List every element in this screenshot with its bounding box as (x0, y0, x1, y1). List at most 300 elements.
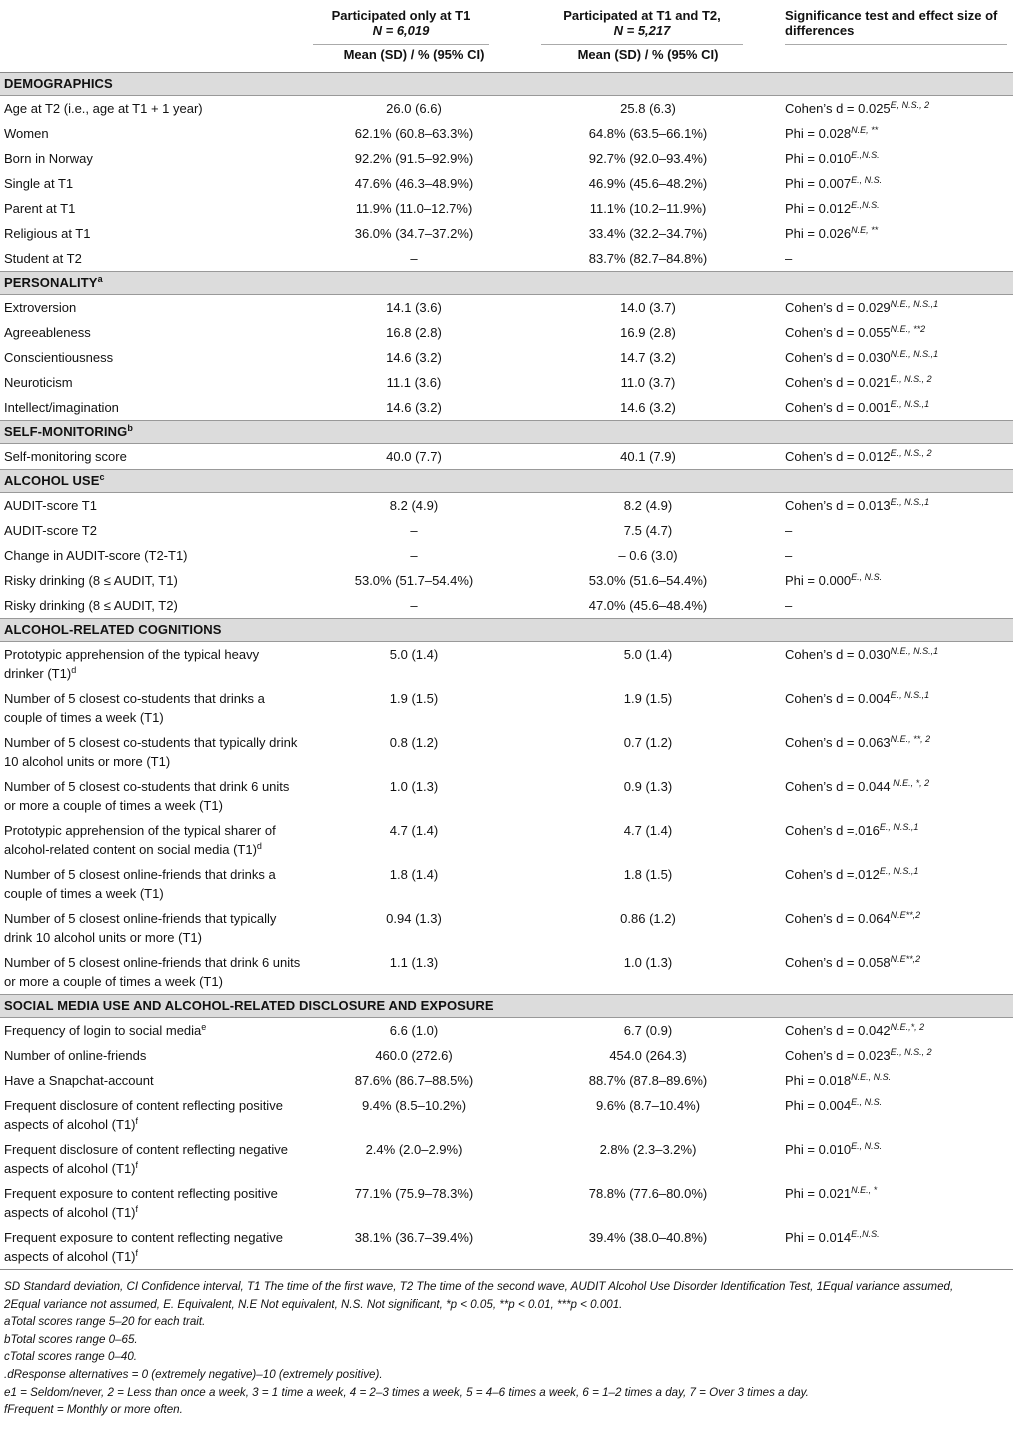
value-t1-t2: 0.7 (1.2) (623, 735, 673, 750)
row-label-text: Prototypic apprehension of the typical sharer of alcohol-related content on social media (T1) (4, 823, 276, 857)
significance (773, 444, 1013, 470)
value-t1-t2: – 0.6 (3.0) (618, 548, 678, 563)
subheader-mean-t1: Mean (SD) / % (95% CI) (305, 45, 523, 73)
row-label (0, 543, 305, 568)
value-t1-t2: 46.9% (45.6–48.2%) (588, 176, 708, 191)
significance (773, 774, 1013, 818)
row-label-text: Number of 5 closest co-students that drink 6 units or more a couple of times a week (T1) (4, 779, 290, 813)
row-label (0, 1137, 305, 1181)
significance-text: Phi = 0.012 (785, 201, 852, 216)
header-only-t1-n: N = 6,019 (372, 23, 430, 38)
value-t1-t2: 1.0 (1.3) (623, 955, 673, 970)
row-label-text: Intellect/imagination (4, 400, 119, 415)
section-header (0, 272, 1013, 295)
row-label (0, 171, 305, 196)
table-row (0, 1018, 1013, 1044)
significance (773, 568, 1013, 593)
significance-text: – (785, 598, 793, 613)
significance-sup: E., N.S.,1 (890, 497, 930, 507)
section-title-text: SOCIAL MEDIA USE AND ALCOHOL-RELATED DISCLOSURE AND EXPOSURE (4, 998, 494, 1013)
section-title (0, 73, 1013, 96)
row-label (0, 146, 305, 171)
significance-sup: E., N.S.,1 (879, 866, 919, 876)
value-t1-t2: 53.0% (51.6–54.4%) (588, 573, 708, 588)
row-label-text: Number of 5 closest co-students that typically drink 10 alcohol units or more (T1) (4, 735, 298, 769)
value-only-t1: 0.94 (1.3) (386, 911, 442, 926)
significance (773, 395, 1013, 421)
value-only-t1: 47.6% (46.3–48.9%) (354, 176, 474, 191)
row-label (0, 221, 305, 246)
row-label (0, 862, 305, 906)
row-label (0, 444, 305, 470)
table-row (0, 1068, 1013, 1093)
row-label-text: Number of 5 closest online-friends that drinks a couple of times a week (T1) (4, 867, 276, 901)
footnote-c: cTotal scores range 0–40. (4, 1350, 137, 1364)
value-t1-t2: 1.9 (1.5) (623, 691, 673, 706)
value-only-t1: – (410, 251, 418, 266)
table-row (0, 730, 1013, 774)
value-t1-t2: 83.7% (82.7–84.8%) (588, 251, 708, 266)
value-only-t1: 11.9% (11.0–12.7%) (355, 201, 473, 216)
row-label-text: Frequent exposure to content reflecting negative aspects of alcohol (T1) (4, 1230, 283, 1264)
header-only-t1-title: Participated only at T1 (331, 8, 471, 23)
significance-text: Cohen’s d = 0.063 (785, 735, 891, 750)
row-label-sup: d (256, 841, 262, 851)
header-row (0, 0, 1013, 45)
row-label (0, 950, 305, 995)
value-only-t1: 2.4% (2.0–2.9%) (365, 1142, 463, 1157)
value-t1-t2: 16.9 (2.8) (620, 325, 676, 340)
value-t1-t2: 8.2 (4.9) (623, 498, 673, 513)
value-only-t1: 8.2 (4.9) (389, 498, 439, 513)
footnote-abbrev-1 (4, 1278, 1009, 1296)
significance-text: Phi = 0.010 (785, 1142, 852, 1157)
table-footnotes (0, 1270, 1013, 1419)
significance-sup: E.,N.S. (851, 1229, 880, 1239)
significance-text: Cohen’s d = 0.064 (785, 911, 891, 926)
significance-text: Cohen’s d = 0.001 (785, 400, 891, 415)
significance-text: Cohen’s d =.016 (785, 823, 880, 838)
row-label (0, 246, 305, 272)
value-only-t1: 26.0 (6.6) (386, 101, 442, 116)
value-only-t1: 5.0 (1.4) (389, 647, 439, 662)
significance (773, 221, 1013, 246)
value-only-t1: 16.8 (2.8) (386, 325, 442, 340)
row-label-text: Single at T1 (4, 176, 74, 191)
table-row (0, 444, 1013, 470)
row-label (0, 730, 305, 774)
row-label (0, 370, 305, 395)
significance-text: Cohen’s d = 0.021 (785, 375, 891, 390)
significance (773, 543, 1013, 568)
significance-sup: E., N.S. (851, 572, 883, 582)
section-title-text: ALCOHOL USE (4, 473, 100, 488)
row-label-text: Change in AUDIT-score (T2-T1) (4, 548, 188, 563)
significance-sup: E., N.S., 2 (890, 448, 932, 458)
table-row (0, 593, 1013, 619)
significance-sup: E.,N.S. (851, 150, 880, 160)
value-t1-t2: 33.4% (32.2–34.7%) (588, 226, 708, 241)
row-label-text: Frequency of login to social media (4, 1023, 202, 1038)
significance (773, 1043, 1013, 1068)
footnote-abbrev-2-text: 2Equal variance not assumed, E. Equivalent, N.E Not equivalent, N.S. Not significant, *p < 0.05, **p < 0.01, ***p < 0.001. (4, 1297, 623, 1311)
row-label-text: Age at T2 (i.e., age at T1 + 1 year) (4, 101, 203, 116)
table-row (0, 818, 1013, 862)
significance-sup: N.E**,2 (890, 910, 921, 920)
value-only-t1: 1.9 (1.5) (389, 691, 439, 706)
table-row (0, 686, 1013, 730)
table-row (0, 642, 1013, 687)
row-label (0, 774, 305, 818)
row-label (0, 295, 305, 321)
row-label-sup: f (135, 1160, 139, 1170)
value-t1-t2: 25.8 (6.3) (620, 101, 676, 116)
row-label-sup: e (201, 1022, 207, 1032)
significance (773, 1181, 1013, 1225)
significance-text: Cohen’s d = 0.023 (785, 1048, 891, 1063)
row-label-text: Extroversion (4, 300, 77, 315)
row-label (0, 1225, 305, 1270)
row-label-text: Conscientiousness (4, 350, 114, 365)
row-label-text: Student at T2 (4, 251, 82, 266)
row-label-text: Born in Norway (4, 151, 93, 166)
subheader-empty (0, 45, 305, 73)
significance-sup: N.E., N.S.,1 (890, 349, 939, 359)
value-t1-t2: 454.0 (264.3) (609, 1048, 687, 1063)
value-only-t1: 1.1 (1.3) (389, 955, 439, 970)
value-only-t1: 4.7 (1.4) (389, 823, 439, 838)
subheader-mean-t1t2: Mean (SD) / % (95% CI) (523, 45, 773, 73)
row-label (0, 493, 305, 519)
significance (773, 862, 1013, 906)
value-t1-t2: 9.6% (8.7–10.4%) (595, 1098, 701, 1113)
value-only-t1: 40.0 (7.7) (386, 449, 442, 464)
value-only-t1: 6.6 (1.0) (389, 1023, 439, 1038)
subheader-row (0, 45, 1013, 73)
value-only-t1: 14.6 (3.2) (386, 400, 442, 415)
significance-sup: N.E., *, 2 (890, 778, 930, 788)
section-header (0, 470, 1013, 493)
significance-text: Phi = 0.021 (785, 1186, 852, 1201)
significance-sup: N.E.,*, 2 (890, 1022, 925, 1032)
significance-sup: N.E, ** (851, 225, 879, 235)
significance-text: Cohen’s d = 0.030 (785, 647, 891, 662)
value-only-t1: 1.0 (1.3) (389, 779, 439, 794)
table-row (0, 862, 1013, 906)
value-only-t1: – (410, 523, 418, 538)
value-t1-t2: 0.9 (1.3) (623, 779, 673, 794)
significance-text: – (785, 251, 793, 266)
row-label (0, 320, 305, 345)
row-label-text: AUDIT-score T2 (4, 523, 97, 538)
row-label (0, 593, 305, 619)
row-label-text: Number of 5 closest online-friends that drink 6 units or more a couple of times a week (T1) (4, 955, 301, 989)
significance-text: Cohen’s d = 0.042 (785, 1023, 891, 1038)
significance-text: Phi = 0.007 (785, 176, 852, 191)
value-only-t1: 14.6 (3.2) (386, 350, 442, 365)
significance-text: Cohen’s d = 0.025 (785, 101, 891, 116)
value-only-t1: 0.8 (1.2) (389, 735, 439, 750)
significance-text: – (785, 548, 793, 563)
table-row (0, 774, 1013, 818)
value-only-t1: 53.0% (51.7–54.4%) (354, 573, 474, 588)
row-label (0, 345, 305, 370)
value-t1-t2: 5.0 (1.4) (623, 647, 673, 662)
significance-sup: E, N.S., 2 (890, 100, 930, 110)
table-row (0, 395, 1013, 421)
significance-text: Cohen’s d = 0.013 (785, 498, 891, 513)
significance-sup: N.E., * (851, 1185, 878, 1195)
significance (773, 950, 1013, 995)
row-label-text: Risky drinking (8 ≤ AUDIT, T2) (4, 598, 178, 613)
significance (773, 171, 1013, 196)
header-t1-t2 (523, 0, 773, 45)
value-t1-t2: 88.7% (87.8–89.6%) (588, 1073, 708, 1088)
row-label-sup: d (71, 665, 77, 675)
row-label (0, 906, 305, 950)
row-label (0, 1093, 305, 1137)
table-row (0, 1181, 1013, 1225)
table-row (0, 121, 1013, 146)
significance (773, 345, 1013, 370)
significance (773, 1093, 1013, 1137)
table-row (0, 906, 1013, 950)
value-t1-t2: 0.86 (1.2) (620, 911, 676, 926)
value-t1-t2: 78.8% (77.6–80.0%) (588, 1186, 708, 1201)
value-t1-t2: 14.0 (3.7) (620, 300, 676, 315)
section-header (0, 619, 1013, 642)
significance (773, 370, 1013, 395)
row-label-text: Self-monitoring score (4, 449, 127, 464)
table-row (0, 1137, 1013, 1181)
value-t1-t2: 14.7 (3.2) (620, 350, 676, 365)
value-t1-t2: 40.1 (7.9) (620, 449, 676, 464)
table-row (0, 146, 1013, 171)
significance-text: Phi = 0.010 (785, 151, 852, 166)
row-label (0, 395, 305, 421)
table-row (0, 370, 1013, 395)
value-only-t1: 77.1% (75.9–78.3%) (354, 1186, 474, 1201)
significance-sup: N.E, ** (851, 125, 879, 135)
section-title-text: DEMOGRAPHICS (4, 76, 113, 91)
significance-text: Cohen’s d = 0.055 (785, 325, 891, 340)
value-t1-t2: 11.0 (3.7) (620, 375, 676, 390)
significance-sup: E., N.S., 2 (890, 374, 932, 384)
row-label-text: Frequent exposure to content reflecting positive aspects of alcohol (T1) (4, 1186, 278, 1220)
row-label (0, 196, 305, 221)
significance (773, 96, 1013, 122)
row-label (0, 568, 305, 593)
significance (773, 730, 1013, 774)
table-row (0, 96, 1013, 122)
row-label-text: Prototypic apprehension of the typical heavy drinker (T1) (4, 647, 260, 681)
footnote-a: aTotal scores range 5–20 for each trait. (4, 1315, 206, 1329)
significance-text: Cohen’s d = 0.004 (785, 691, 891, 706)
table-row (0, 1093, 1013, 1137)
significance (773, 1018, 1013, 1044)
significance-text: Phi = 0.014 (785, 1230, 852, 1245)
row-label (0, 642, 305, 687)
row-label-text: Women (4, 126, 49, 141)
significance (773, 1068, 1013, 1093)
section-title-text: PERSONALITY (4, 275, 98, 290)
significance-sup: E.,N.S. (851, 200, 880, 210)
significance-text: Cohen’s d = 0.029 (785, 300, 891, 315)
value-only-t1: 9.4% (8.5–10.2%) (361, 1098, 467, 1113)
row-label-text: Number of 5 closest co-students that drinks a couple of times a week (T1) (4, 691, 265, 725)
significance-text: – (785, 523, 793, 538)
row-label (0, 1018, 305, 1044)
row-label-text: Number of 5 closest online-friends that typically drink 10 alcohol units or more (T1) (4, 911, 277, 945)
row-label (0, 1068, 305, 1093)
row-label-text: Frequent disclosure of content reflecting negative aspects of alcohol (T1) (4, 1142, 289, 1176)
table-row (0, 543, 1013, 568)
row-label-text: Frequent disclosure of content reflecting positive aspects of alcohol (T1) (4, 1098, 283, 1132)
significance-sup: E., N.S. (851, 1141, 883, 1151)
value-t1-t2: 4.7 (1.4) (623, 823, 673, 838)
significance (773, 818, 1013, 862)
significance (773, 295, 1013, 321)
significance (773, 1137, 1013, 1181)
row-label-text: Risky drinking (8 ≤ AUDIT, T1) (4, 573, 178, 588)
subheader-empty-sig (773, 45, 1013, 73)
table-row (0, 246, 1013, 272)
section-title-sup: c (99, 472, 105, 482)
row-label-text: Number of online-friends (4, 1048, 147, 1063)
footnote-abbrev-1-text: SD Standard deviation, CI Confidence interval, T1 The time of the first wave, T2 The time of the second wave, AUDIT Alcohol Use Disorder Identification Test, 1Equal variance assumed, (4, 1280, 954, 1293)
significance-sup: N.E., N.S.,1 (890, 299, 939, 309)
value-t1-t2: 92.7% (92.0–93.4%) (588, 151, 708, 166)
value-t1-t2: 7.5 (4.7) (623, 523, 673, 538)
table-row (0, 221, 1013, 246)
significance-text: Cohen’s d = 0.044 (785, 779, 891, 794)
section-title-text: ALCOHOL-RELATED COGNITIONS (4, 622, 222, 637)
row-label-text: Have a Snapchat-account (4, 1073, 154, 1088)
significance (773, 146, 1013, 171)
table-row (0, 320, 1013, 345)
significance-sup: E., N.S. (851, 1097, 883, 1107)
significance (773, 246, 1013, 272)
significance-text: Phi = 0.004 (785, 1098, 852, 1113)
row-label-sup: f (135, 1204, 139, 1214)
value-only-t1: 92.2% (91.5–92.9%) (354, 151, 474, 166)
table-row (0, 1225, 1013, 1270)
significance-sup: E., N.S.,1 (879, 822, 919, 832)
significance-sup: E., N.S., 2 (890, 1047, 932, 1057)
table-row (0, 493, 1013, 519)
significance (773, 320, 1013, 345)
value-only-t1: – (410, 548, 418, 563)
section-header (0, 73, 1013, 96)
header-significance-title: Significance test and effect size of differences (785, 8, 1007, 45)
significance-sup: E., N.S.,1 (890, 399, 930, 409)
significance-sup: E., N.S. (851, 175, 883, 185)
row-label (0, 686, 305, 730)
significance-text: Phi = 0.018 (785, 1073, 852, 1088)
value-only-t1: – (410, 598, 418, 613)
significance-sup: N.E., N.S.,1 (890, 646, 939, 656)
value-t1-t2: 14.6 (3.2) (620, 400, 676, 415)
significance-text: Phi = 0.026 (785, 226, 852, 241)
table-row (0, 171, 1013, 196)
row-label (0, 518, 305, 543)
significance (773, 1225, 1013, 1270)
value-only-t1: 87.6% (86.7–88.5%) (354, 1073, 474, 1088)
value-t1-t2: 1.8 (1.5) (623, 867, 673, 882)
header-empty (0, 0, 305, 45)
row-label (0, 121, 305, 146)
footnote-abbrev-2 (4, 1296, 1009, 1314)
significance-text: Phi = 0.028 (785, 126, 852, 141)
significance-sup: N.E., **, 2 (890, 734, 931, 744)
section-title (0, 619, 1013, 642)
section-header (0, 995, 1013, 1018)
table-row (0, 1043, 1013, 1068)
header-only-t1 (305, 0, 523, 45)
significance (773, 593, 1013, 619)
footnote-e: e1 = Seldom/never, 2 = Less than once a week, 3 = 1 time a week, 4 = 2–3 times a week, 5 = 4–6 times a week, 6 = 1–2 times a day, 7 = Over 3 times a day. (4, 1385, 809, 1399)
value-only-t1: 62.1% (60.8–63.3%) (354, 126, 474, 141)
section-title (0, 995, 1013, 1018)
significance (773, 906, 1013, 950)
section-title-sup: a (97, 274, 103, 284)
row-label (0, 1181, 305, 1225)
section-title (0, 272, 1013, 295)
significance-sup: E., N.S.,1 (890, 690, 930, 700)
significance (773, 642, 1013, 687)
significance-text: Cohen’s d = 0.030 (785, 350, 891, 365)
significance-text: Cohen’s d =.012 (785, 867, 880, 882)
value-t1-t2: 6.7 (0.9) (623, 1023, 673, 1038)
significance (773, 121, 1013, 146)
value-only-t1: 38.1% (36.7–39.4%) (305, 1225, 523, 1270)
table-row (0, 950, 1013, 995)
section-title-text: SELF-MONITORING (4, 424, 128, 439)
row-label-text: Agreeableness (4, 325, 91, 340)
value-only-t1: 11.1 (3.6) (386, 375, 442, 390)
value-only-t1: 14.1 (3.6) (386, 300, 442, 315)
section-title (0, 421, 1013, 444)
section-title-sup: b (127, 423, 133, 433)
row-label-text: Parent at T1 (4, 201, 76, 216)
row-label-text: Neuroticism (4, 375, 73, 390)
section-header (0, 421, 1013, 444)
value-only-t1: 460.0 (272.6) (375, 1048, 453, 1063)
footnote-b: bTotal scores range 0–65. (4, 1332, 138, 1346)
value-t1-t2: 11.1% (10.2–11.9%) (589, 201, 707, 216)
row-label (0, 1043, 305, 1068)
footnote-f: fFrequent = Monthly or more often. (4, 1403, 183, 1417)
significance-text: Cohen’s d = 0.058 (785, 955, 891, 970)
significance (773, 518, 1013, 543)
table-row (0, 518, 1013, 543)
significance-text: Cohen’s d = 0.012 (785, 449, 891, 464)
table-row (0, 568, 1013, 593)
value-t1-t2: 47.0% (45.6–48.4%) (588, 598, 708, 613)
value-t1-t2: 2.8% (2.3–3.2%) (599, 1142, 697, 1157)
row-label-text: Religious at T1 (4, 226, 91, 241)
significance-sup: N.E., **2 (890, 324, 926, 334)
significance (773, 196, 1013, 221)
value-only-t1: 36.0% (34.7–37.2%) (354, 226, 474, 241)
significance (773, 686, 1013, 730)
significance-sup: N.E., N.S. (851, 1072, 892, 1082)
row-label-text: AUDIT-score T1 (4, 498, 97, 513)
footnote-d: .dResponse alternatives = 0 (extremely negative)–10 (extremely positive). (4, 1367, 383, 1381)
table-row (0, 196, 1013, 221)
table-body (0, 73, 1013, 1270)
value-t1-t2: 64.8% (63.5–66.1%) (588, 126, 708, 141)
